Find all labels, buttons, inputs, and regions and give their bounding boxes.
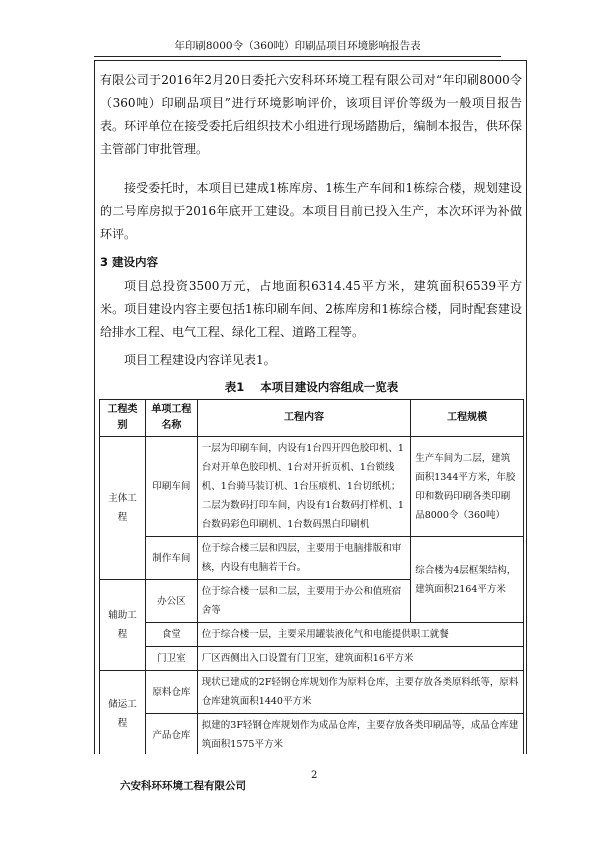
footer-company: 六安科环环境工程有限公司 — [120, 780, 246, 792]
header-content: 工程内容 — [197, 400, 410, 437]
content-guard: 厂区西侧出入口设置有门卫室，建筑面积16平方米 — [197, 647, 523, 671]
table-caption-number: 表1 — [224, 380, 245, 394]
header-category: 工程类别 — [100, 400, 146, 437]
content-product-warehouse: 拟建的3F轻钢仓库规划作为成品仓库，主要存放各类印刷品等，成品仓库建筑面积1575平方米 — [197, 714, 523, 755]
subproject-canteen: 食堂 — [145, 623, 197, 647]
subproject-office: 办公区 — [145, 580, 197, 623]
category-main: 主体工程 — [100, 437, 146, 580]
paragraph-table-ref: 项目工程建设内容详见表1。 — [124, 353, 276, 367]
table-row — [100, 671, 524, 714]
category-auxiliary: 辅助工程 — [100, 580, 146, 671]
construction-table — [99, 399, 524, 754]
table-row — [100, 537, 524, 580]
category-storage: 储运工程 — [100, 671, 146, 755]
header-title: 年印刷8000令（360吨）印刷品项目环境影响报告表 — [174, 40, 421, 52]
paragraph-investment: 项目总投资3500万元，占地面积6314.45平方米，建筑面积6539平方米。项目建设内容主要包括1栋印刷车间、2栋库房和1栋综合楼，同时配套建设给排水工程、电气工程、绿化工程、道路工程等。 — [100, 279, 522, 339]
paragraph-status: 接受委托时，本项目已建成1栋库房、1栋生产车间和1栋综合楼，规划建设的二号库房拟于2016年底开工建设。本项目目前已投入生产，本次环评为补做环评。 — [100, 181, 522, 241]
content-print: 一层为印刷车间，内设有1台四开四色胶印机、1台对开单色胶印机、1台对开折页机、1台锁线机、1台骑马装订机、1台压痕机、1台切纸机；二层为数码打印车间，内设有1台数码打样机、1台数码彩色印刷机、1台数码黑白印刷机 — [197, 437, 410, 537]
scale-complex-building: 综合楼为4层框架结构，建筑面积2164平方米 — [411, 537, 524, 623]
subproject-raw-warehouse: 原料仓库 — [145, 671, 197, 714]
subproject-guard: 门卫室 — [145, 647, 197, 671]
table-row — [100, 714, 524, 755]
content-canteen: 位于综合楼一层，主要采用罐装液化气和电能提供职工就餐 — [197, 623, 523, 647]
table-row — [100, 437, 524, 537]
page-number: 2 — [311, 770, 318, 781]
header-subproject: 单项工程名称 — [145, 400, 197, 437]
paragraph-commission: 有限公司于2016年2月20日委托六安科环环境工程有限公司对“年印刷8000令（360吨）印刷品项目”进行环境影响评价，该项目评价等级为一般项目报告表。环评单位在接受委托后组织技术小组进行现场踏勘后，编制本报告，供环保主管部门审批管理。 — [100, 73, 522, 156]
subproject-production: 制作车间 — [145, 537, 197, 580]
scale-print: 生产车间为二层，建筑面积1344平方米，年胶印和数码印刷各类印刷品8000令（360吨） — [411, 437, 524, 537]
table-row — [100, 647, 524, 671]
table-caption — [95, 379, 527, 395]
table-caption-title: 本项目建设内容组成一览表 — [260, 380, 399, 394]
table-row — [100, 623, 524, 647]
subproject-print: 印刷车间 — [145, 437, 197, 537]
section-title: 3 建设内容 — [100, 255, 159, 269]
subproject-product-warehouse: 产品仓库 — [145, 714, 197, 755]
content-raw-warehouse: 现状已建成的2F轻钢仓库规划作为原料仓库，主要存放各类原料纸等，原料仓库建筑面积1440平方米 — [197, 671, 523, 714]
content-office: 位于综合楼一层和二层，主要用于办公和值班宿舍等 — [197, 580, 410, 623]
page-header — [94, 37, 501, 57]
header-scale: 工程规模 — [411, 400, 524, 437]
content-production: 位于综合楼三层和四层，主要用于电脑排版和审核，内设有电脑若干台。 — [197, 537, 410, 580]
content-frame — [94, 60, 527, 754]
table-header-row — [100, 400, 524, 437]
